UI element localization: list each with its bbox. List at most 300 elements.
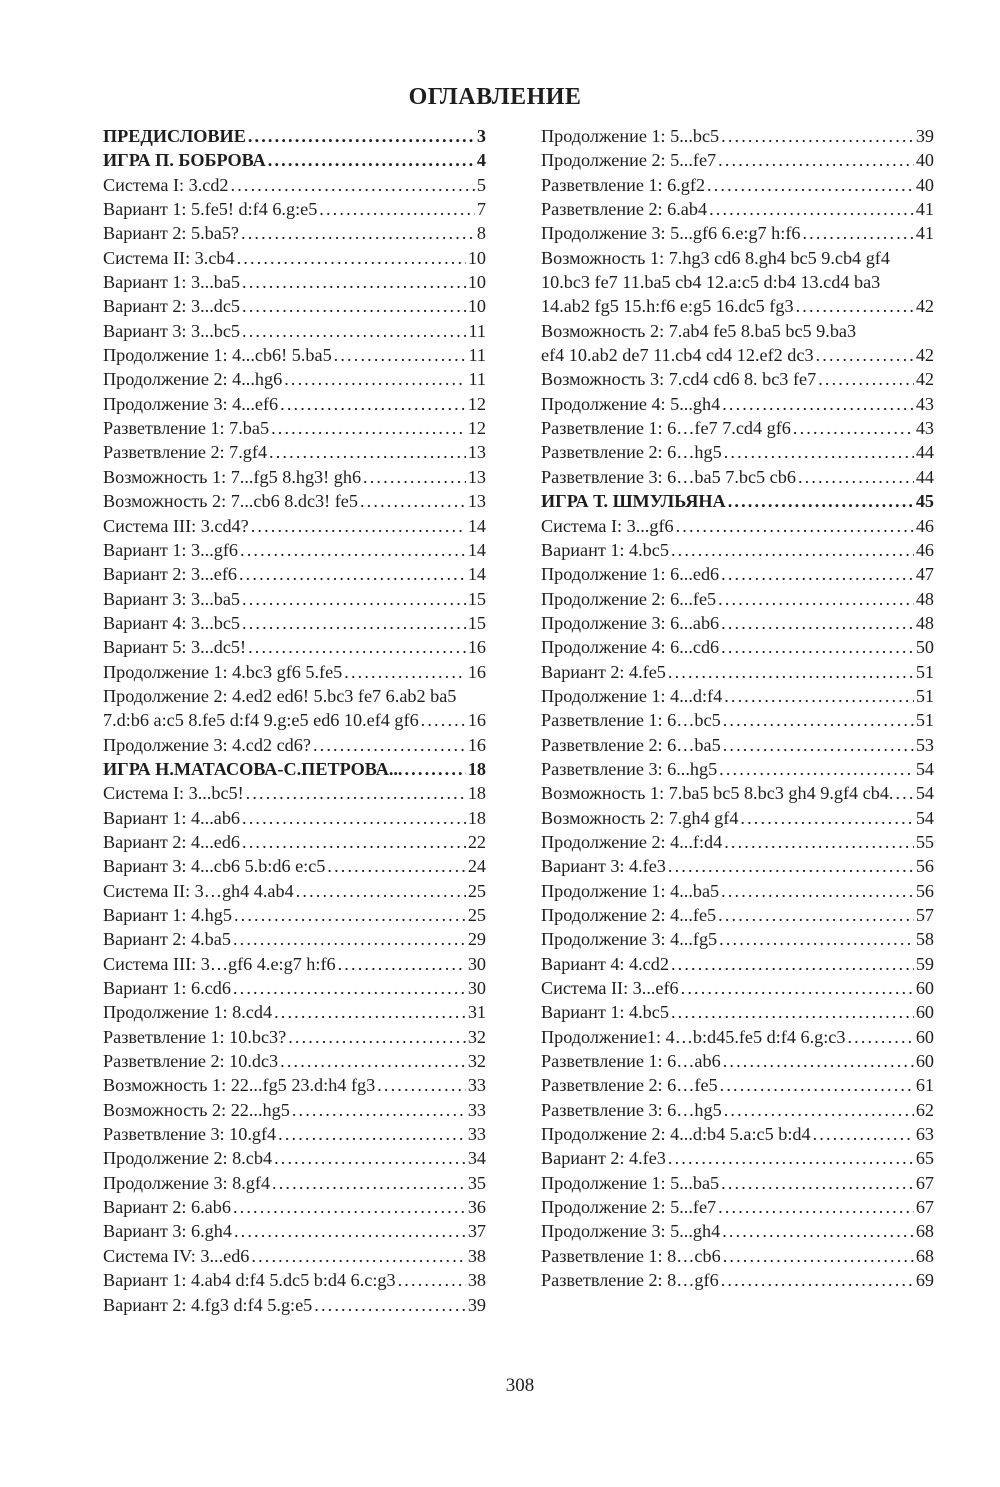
toc-entry[interactable]	[541, 538, 934, 562]
toc-entry[interactable]	[103, 879, 486, 903]
toc-entry[interactable]	[103, 367, 486, 391]
dot-leader	[231, 173, 475, 197]
toc-entry[interactable]	[541, 367, 934, 391]
dot-leader	[718, 1195, 914, 1219]
toc-entry[interactable]	[103, 246, 486, 270]
toc-entry-text: Продолжение 2: 4.ed2 ed6! 5.bc3 fe7 6.ab2 ba5	[103, 685, 457, 706]
toc-entry-page: 14	[467, 564, 486, 585]
toc-entry[interactable]	[103, 587, 486, 611]
toc-entry-page: 25	[467, 880, 486, 901]
toc-entry[interactable]	[103, 1268, 486, 1292]
toc-entry[interactable]	[103, 757, 486, 781]
toc-entry-title: Вариант 3: 3...ba5	[103, 588, 241, 609]
toc-entry-page: 65	[915, 1148, 934, 1169]
toc-entry[interactable]	[541, 781, 934, 805]
toc-entry[interactable]	[103, 440, 486, 464]
dot-leader	[676, 514, 914, 538]
toc-entry[interactable]	[541, 708, 934, 732]
toc-entry[interactable]	[541, 562, 934, 586]
toc-entry-title: Вариант 1: 6.cd6	[103, 978, 231, 999]
dot-leader	[681, 976, 914, 1000]
toc-entry[interactable]	[103, 294, 486, 318]
toc-entry-page: 34	[467, 1148, 486, 1169]
toc-entry[interactable]	[541, 1268, 934, 1292]
toc-entry-page: 3	[476, 126, 486, 146]
toc-entry-page: 14	[467, 539, 486, 560]
dot-leader	[721, 1268, 914, 1292]
dot-leader	[327, 854, 465, 878]
dot-leader	[274, 1146, 466, 1170]
toc-entry-page: 46	[915, 515, 934, 536]
dot-leader	[268, 148, 475, 172]
toc-entry-page: 12	[467, 418, 486, 439]
toc-entry[interactable]	[103, 1195, 486, 1219]
toc-entry-page: 67	[915, 1197, 934, 1218]
toc-entry[interactable]	[103, 976, 486, 1000]
toc-entry-page: 42	[915, 345, 934, 366]
toc-entry-page: 50	[915, 637, 934, 658]
toc-entry[interactable]	[541, 1171, 934, 1195]
toc-entry-page: 67	[915, 1172, 934, 1193]
dot-leader	[721, 635, 914, 659]
toc-entry-page: 58	[915, 929, 934, 950]
toc-entry[interactable]	[541, 148, 934, 172]
dot-leader	[334, 343, 467, 367]
dot-leader	[314, 1293, 466, 1317]
dot-leader	[248, 124, 475, 148]
dot-leader	[895, 781, 913, 805]
dot-leader	[721, 611, 914, 635]
toc-entry-title: Разветвление 2: 6…hg5	[541, 442, 722, 463]
toc-entry-title: Вариант 2: 4.ba5	[103, 929, 231, 950]
toc-entry-page: 56	[915, 856, 934, 877]
toc-entry[interactable]	[541, 440, 934, 464]
toc-entry-page: 61	[915, 1075, 934, 1096]
toc-entry-page: 39	[915, 126, 934, 146]
dot-leader	[269, 440, 466, 464]
toc-entry-page: 14	[467, 515, 486, 536]
toc-entry[interactable]	[103, 1073, 486, 1097]
dot-leader	[240, 538, 466, 562]
toc-entry[interactable]	[541, 927, 934, 951]
dot-leader	[272, 1171, 466, 1195]
dot-leader	[847, 1025, 913, 1049]
dot-leader	[813, 1122, 914, 1146]
toc-entry[interactable]	[103, 1146, 486, 1170]
toc-entry-title: Система II: 3.cb4	[103, 247, 235, 268]
dot-leader	[242, 806, 466, 830]
toc-entry-title: Система I: 3...bc5!	[103, 783, 244, 804]
dot-leader	[421, 708, 466, 732]
toc-entry[interactable]	[103, 489, 486, 513]
dot-leader	[242, 611, 466, 635]
toc-entry[interactable]	[541, 465, 934, 489]
toc-entry[interactable]	[103, 221, 486, 245]
dot-leader	[242, 830, 466, 854]
toc-entry-title: Система II: 3...ef6	[541, 978, 679, 999]
toc-entry-page: 43	[915, 418, 934, 439]
toc-entry[interactable]	[103, 392, 486, 416]
toc-entry-page: 12	[467, 393, 486, 414]
toc-entry-title: Разветвление 2: 8…gf6	[541, 1270, 719, 1291]
dot-leader	[319, 197, 475, 221]
dot-leader	[284, 367, 466, 391]
toc-entry-title: Продолжение 1: 4.bc3 gf6 5.fe5	[103, 661, 343, 682]
toc-entry[interactable]	[541, 733, 934, 757]
toc-entry[interactable]	[103, 173, 486, 197]
toc-entry[interactable]	[103, 830, 486, 854]
toc-entry-page: 68	[915, 1245, 934, 1266]
dot-leader	[724, 684, 914, 708]
toc-entry-title: Разветвление 2: 6…ba5	[541, 734, 721, 755]
toc-entry-page: 60	[915, 1026, 934, 1047]
toc-entry-title: Вариант 4: 4.cd2	[541, 953, 669, 974]
toc-entry-title: Вариант 2: 6.ab6	[103, 1197, 231, 1218]
dot-leader	[242, 294, 466, 318]
toc-entry[interactable]	[541, 879, 934, 903]
toc-entry-title: ИГРА Т. ШМУЛЬЯНА	[541, 491, 726, 512]
toc-entry-page: 35	[467, 1172, 486, 1193]
toc-entry-title: Вариант 2: 4.fg3 d:f4 5.g:e5	[103, 1294, 313, 1315]
toc-entry-page: 54	[915, 783, 934, 804]
toc-entry-title: Продолжение 1: 5...ba5	[541, 1172, 720, 1193]
dot-leader	[234, 1219, 466, 1243]
toc-entry[interactable]	[541, 854, 934, 878]
toc-entry-title: Вариант 3: 4...cb6 5.b:d6 e:c5	[103, 856, 326, 877]
toc-entry[interactable]	[103, 1098, 486, 1122]
toc-entry-page: 63	[915, 1124, 934, 1145]
toc-entry-page: 16	[467, 637, 486, 658]
toc-entry-title: Разветвление 1: 7.ba5	[103, 418, 270, 439]
toc-entry-page: 47	[915, 564, 934, 585]
toc-entry-title: Возможность 2: 7.gh4 gf4	[541, 807, 739, 828]
toc-entry-page: 51	[915, 685, 934, 706]
dot-leader	[363, 465, 466, 489]
toc-entry-title: ИГРА П. БОБРОВА	[103, 150, 266, 171]
dot-leader	[796, 294, 914, 318]
dot-leader	[671, 1000, 914, 1024]
dot-leader	[271, 416, 466, 440]
toc-entry-page: 32	[467, 1026, 486, 1047]
toc-entry[interactable]	[103, 733, 486, 757]
dot-leader	[296, 879, 466, 903]
toc-entry-page: 42	[915, 369, 934, 390]
dot-leader	[234, 903, 466, 927]
dot-leader	[720, 1073, 914, 1097]
toc-entry[interactable]	[103, 270, 486, 294]
toc-entry-title: Вариант 3: 3...bc5	[103, 320, 241, 341]
toc-entry[interactable]	[541, 1049, 934, 1073]
toc-entry-title: Возможность 1: 7...fg5 8.hg3! gh6	[103, 466, 362, 487]
toc-entry[interactable]	[541, 1000, 934, 1024]
toc-entry[interactable]	[103, 927, 486, 951]
toc-entry[interactable]	[541, 587, 934, 611]
toc-column-right	[541, 124, 934, 1293]
toc-entry-page: 15	[467, 612, 486, 633]
dot-leader	[288, 1025, 466, 1049]
toc-entry[interactable]	[103, 1293, 486, 1317]
dot-leader	[722, 1219, 914, 1243]
toc-entry-title: Продолжение 1: 4...cb6! 5.ba5	[103, 345, 332, 366]
toc-entry[interactable]	[541, 611, 934, 635]
toc-entry[interactable]	[541, 221, 934, 245]
dot-leader	[740, 806, 913, 830]
dot-leader	[242, 587, 466, 611]
toc-entry-title: Разветвление 1: 6…bc5	[541, 710, 721, 731]
toc-entry-title: Продолжение 1: 4...ba5	[541, 880, 720, 901]
toc-entry[interactable]	[103, 538, 486, 562]
dot-leader	[248, 635, 466, 659]
toc-entry-title: Разветвление 1: 10.bc3?	[103, 1026, 287, 1047]
dot-leader	[721, 562, 914, 586]
toc-entry[interactable]	[103, 854, 486, 878]
dot-leader	[280, 392, 466, 416]
toc-entry[interactable]	[103, 319, 486, 343]
toc-entry-title: Вариант 3: 6.gh4	[103, 1221, 232, 1242]
dot-leader	[707, 173, 914, 197]
toc-entry-page: 40	[915, 150, 934, 171]
toc-entry-title: ПРЕДИСЛОВИЕ	[103, 126, 246, 146]
dot-leader	[360, 489, 466, 513]
dot-leader	[724, 1098, 914, 1122]
toc-entry-page: 16	[467, 661, 486, 682]
toc-entry[interactable]	[103, 1219, 486, 1243]
toc-entry[interactable]	[541, 684, 934, 708]
dot-leader	[242, 270, 466, 294]
toc-entry-page: 57	[915, 905, 934, 925]
toc-entry[interactable]	[103, 343, 486, 367]
toc-entry-page: 60	[915, 978, 934, 999]
toc-entry-page: 62	[915, 1099, 934, 1120]
toc-entry-page: 18	[467, 758, 486, 779]
dot-leader	[668, 854, 914, 878]
toc-entry-title: Вариант 2: 4...ed6	[103, 831, 241, 852]
toc-entry[interactable]	[103, 635, 486, 659]
toc-entry-page: 8	[476, 223, 486, 244]
dot-leader	[724, 440, 914, 464]
toc-entry[interactable]	[103, 952, 486, 976]
toc-entry[interactable]	[103, 514, 486, 538]
dot-leader	[404, 757, 465, 781]
toc-entry[interactable]	[541, 1122, 934, 1146]
toc-entry-page: 41	[915, 223, 934, 244]
toc-entry[interactable]	[541, 903, 934, 927]
dot-leader	[719, 757, 914, 781]
toc-entry[interactable]	[541, 392, 934, 416]
toc-entry[interactable]	[541, 1146, 934, 1170]
toc-entry[interactable]	[541, 806, 934, 830]
dot-leader	[237, 246, 466, 270]
toc-entry-title: Возможность 3: 7.cd4 cd6 8. bc3 fe7	[541, 369, 817, 390]
toc-entry[interactable]	[541, 635, 934, 659]
toc-entry-title: Возможность 2: 22...hg5	[103, 1099, 290, 1120]
toc-entry-title: Продолжение 2: 6...fe5	[541, 588, 717, 609]
toc-entry[interactable]	[541, 660, 934, 684]
toc-entry-page: 60	[915, 1002, 934, 1023]
toc-entry-title: Продолжение 3: 6...ab6	[541, 612, 720, 633]
dot-leader	[338, 952, 466, 976]
toc-entry-title: Система II: 3…gh4 4.ab4	[103, 880, 294, 901]
toc-entry-page: 33	[467, 1124, 486, 1145]
toc-entry-page: 4	[476, 150, 486, 171]
toc-entry[interactable]	[541, 1098, 934, 1122]
toc-entry-page: 39	[467, 1294, 486, 1315]
toc-entry[interactable]	[541, 246, 934, 319]
toc-entry-text: 14.ab2 fg5 15.h:f6 e:g5 16.dc5 fg3	[541, 296, 794, 317]
dot-leader	[718, 148, 914, 172]
toc-entry-title: Продолжение 2: 4...d:b4 5.a:c5 b:d4	[541, 1124, 811, 1145]
dot-leader	[251, 1244, 465, 1268]
dot-leader	[233, 1195, 466, 1219]
toc-entry[interactable]	[541, 197, 934, 221]
toc-entry[interactable]	[541, 489, 934, 513]
dot-leader	[723, 1049, 914, 1073]
toc-entry-page: 22	[467, 831, 486, 852]
toc-entry[interactable]	[541, 1073, 934, 1097]
toc-entry-title: Вариант 1: 4.bc5	[541, 539, 669, 560]
toc-entry-page: 10	[467, 272, 486, 293]
dot-leader	[398, 1268, 466, 1292]
dot-leader	[668, 1146, 914, 1170]
toc-entry-title: Разветвление 2: 6…fe5	[541, 1075, 718, 1096]
toc-entry-page: 54	[915, 807, 934, 828]
toc-entry[interactable]	[541, 1244, 934, 1268]
toc-entry[interactable]	[103, 1122, 486, 1146]
toc-entry-title: Вариант 1: 5.fe5! d:f4 6.g:e5	[103, 199, 318, 220]
toc-entry-page: 11	[468, 320, 486, 341]
toc-entry-title: Продолжение1: 4…b:d45.fe5 d:f4 6.g:c3	[541, 1026, 846, 1047]
toc-entry[interactable]	[103, 416, 486, 440]
toc-entry-title: Разветвление 2: 7.gf4	[103, 442, 268, 463]
toc-entry-page: 33	[467, 1075, 486, 1096]
toc-entry[interactable]	[103, 806, 486, 830]
toc-entry[interactable]	[541, 830, 934, 854]
toc-entry-title: Продолжение 3: 4...fg5	[541, 929, 718, 950]
dot-leader	[313, 733, 466, 757]
dot-leader	[718, 587, 914, 611]
toc-entry[interactable]	[103, 465, 486, 489]
toc-entry-page: 37	[467, 1221, 486, 1242]
toc-entry-text: 7.d:b6 a:c5 8.fe5 d:f4 9.g:e5 ed6 10.ef4 gf6	[103, 710, 419, 731]
toc-entry[interactable]	[541, 124, 934, 148]
dot-leader	[723, 1244, 914, 1268]
toc-entry-title: Продолжение 2: 4...hg6	[103, 369, 283, 390]
toc-entry[interactable]	[541, 416, 934, 440]
toc-entry-title: Продолжение 3: 5...gh4	[541, 1221, 721, 1242]
toc-entry[interactable]	[541, 1025, 934, 1049]
toc-entry-page: 18	[467, 807, 486, 828]
toc-entry[interactable]	[541, 319, 934, 368]
dot-leader	[723, 708, 914, 732]
toc-entry[interactable]	[541, 514, 934, 538]
toc-entry-page: 10	[467, 247, 486, 268]
toc-entry-title: Продолжение 2: 5...fe7	[541, 1197, 717, 1218]
toc-entry-page: 60	[915, 1051, 934, 1072]
toc-entry[interactable]	[103, 562, 486, 586]
dot-leader	[802, 221, 913, 245]
toc-entry-page: 25	[467, 905, 486, 925]
toc-entry[interactable]	[541, 976, 934, 1000]
toc-entry-page: 48	[915, 612, 934, 633]
toc-entry[interactable]	[103, 148, 486, 172]
dot-leader	[721, 879, 914, 903]
toc-entry[interactable]	[541, 1219, 934, 1243]
toc-entry-page: 51	[915, 661, 934, 682]
toc-entry-page: 41	[915, 199, 934, 220]
dot-leader	[709, 197, 914, 221]
toc-entry-page: 43	[915, 393, 934, 414]
toc-entry-title: Вариант 1: 3...ba5	[103, 272, 241, 293]
toc-entry-title: Продолжение 2: 8.cb4	[103, 1148, 273, 1169]
dot-leader	[668, 660, 914, 684]
dot-leader	[671, 538, 914, 562]
toc-entry[interactable]	[103, 903, 486, 927]
dot-leader	[728, 489, 914, 513]
toc-entry-page: 59	[915, 953, 934, 974]
toc-entry[interactable]	[541, 757, 934, 781]
toc-entry-title: Разветвление 1: 6…fe7 7.cd4 gf6	[541, 418, 791, 439]
toc-entry-page: 40	[915, 174, 934, 195]
toc-entry-title: Разветвление 3: 10.gf4	[103, 1124, 277, 1145]
dot-leader	[818, 367, 914, 391]
toc-entry-text: Возможность 1: 7.hg3 cd6 8.gh4 bc5 9.cb4 gf4	[541, 247, 890, 268]
toc-entry-page: 46	[915, 539, 934, 560]
toc-entry-title: Вариант 2: 3...dc5	[103, 296, 241, 317]
toc-entry-page: 38	[467, 1270, 486, 1291]
toc-entry[interactable]	[103, 781, 486, 805]
toc-entry-page: 5	[476, 174, 486, 195]
dot-leader	[722, 392, 914, 416]
toc-entry[interactable]	[103, 1171, 486, 1195]
toc-entry-title: Вариант 1: 3...gf6	[103, 539, 239, 560]
toc-entry[interactable]	[541, 1195, 934, 1219]
toc-entry[interactable]	[541, 952, 934, 976]
toc-entry[interactable]	[103, 611, 486, 635]
toc-entry[interactable]	[103, 1244, 486, 1268]
toc-entry-title: Разветвление 3: 6...hg5	[541, 758, 718, 779]
dot-leader	[233, 927, 466, 951]
dot-leader	[239, 562, 466, 586]
toc-entry[interactable]	[103, 684, 486, 733]
toc-entry-title: Разветвление 2: 6.ab4	[541, 199, 708, 220]
toc-entry-title: Вариант 1: 4...ab6	[103, 807, 241, 828]
toc-entry-title: Разветвление 1: 6…ab6	[541, 1051, 721, 1072]
toc-entry-page: 30	[467, 953, 486, 974]
toc-entry-title: Возможность 1: 22...fg5 23.d:h4 fg3	[103, 1075, 376, 1096]
dot-leader	[724, 830, 914, 854]
toc-entry-page: 11	[468, 369, 486, 390]
dot-leader	[816, 343, 914, 367]
toc-entry[interactable]	[541, 173, 934, 197]
toc-entry-page: 11	[468, 345, 486, 366]
toc-entry[interactable]	[103, 660, 486, 684]
toc-entry-page: 48	[915, 588, 934, 609]
toc-entry[interactable]	[103, 197, 486, 221]
dot-leader	[723, 733, 914, 757]
toc-entry-title: Вариант 1: 4.bc5	[541, 1002, 669, 1023]
dot-leader	[274, 1000, 466, 1024]
dot-leader	[233, 976, 466, 1000]
toc-entry-title: Вариант 2: 4.fe5	[541, 661, 666, 682]
toc-entry[interactable]	[103, 124, 486, 148]
toc-entry[interactable]	[103, 1049, 486, 1073]
toc-entry-page: 54	[915, 758, 934, 779]
toc-entry[interactable]	[103, 1000, 486, 1024]
toc-entry[interactable]	[103, 1025, 486, 1049]
toc-entry-page: 55	[915, 831, 934, 852]
page-number: 308	[505, 1375, 535, 1396]
toc-entry-page: 31	[467, 1002, 486, 1023]
